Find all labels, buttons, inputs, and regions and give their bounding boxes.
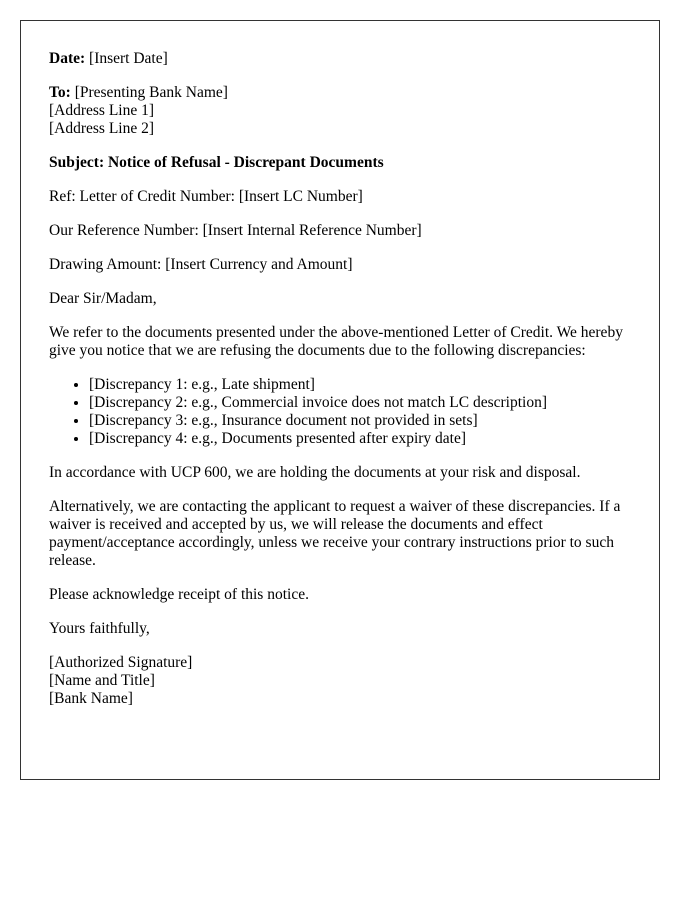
- recipient-address-line-2: [Address Line 2]: [49, 120, 155, 137]
- signature-block: [49, 654, 631, 708]
- signatory-bank-name: [Bank Name]: [49, 690, 133, 707]
- date-line: [49, 50, 631, 68]
- waiver-paragraph: Alternatively, we are contacting the applicant to request a waiver of these discrepancies. If a waiver is received and accepted by us, we will release the documents and effect payment/acceptance accordingly, unless we receive your contrary instructions prior to such release.: [49, 498, 621, 569]
- discrepancy-item: • [Discrepancy 3: e.g., Insurance document not provided in sets]: [89, 412, 631, 430]
- recipient-name-line: [49, 84, 631, 102]
- our-reference: Our Reference Number: [Insert Internal Reference Number]: [49, 222, 422, 239]
- salutation: Dear Sir/Madam,: [49, 290, 157, 307]
- drawing-amount: Drawing Amount: [Insert Currency and Amount]: [49, 256, 353, 273]
- discrepancy-item: • [Discrepancy 2: e.g., Commercial invoice does not match LC description]: [89, 394, 631, 412]
- discrepancy-item: • [Discrepancy 4: e.g., Documents presented after expiry date]: [89, 430, 631, 448]
- discrepancy-item: • [Discrepancy 1: e.g., Late shipment]: [89, 376, 631, 394]
- recipient-block: [49, 84, 631, 138]
- intro-paragraph: We refer to the documents presented under the above-mentioned Letter of Credit. We hereby give you notice that we are refusing the documents due to the following discrepancies:: [49, 324, 623, 359]
- recipient-address-line-1: [Address Line 1]: [49, 102, 155, 119]
- recipient-name: [Presenting Bank Name]: [70, 84, 228, 101]
- lc-reference: Ref: Letter of Credit Number: [Insert LC Number]: [49, 188, 363, 205]
- discrepancy-list: [49, 376, 631, 448]
- ucp-statement: In accordance with UCP 600, we are holding the documents at your risk and disposal.: [49, 464, 581, 481]
- signature-line: [Authorized Signature]: [49, 654, 193, 671]
- acknowledge-paragraph: Please acknowledge receipt of this notice.: [49, 586, 309, 603]
- letter-document: [20, 20, 660, 780]
- signatory-name-title: [Name and Title]: [49, 672, 155, 689]
- closing-line: Yours faithfully,: [49, 620, 150, 637]
- date-value: [Insert Date]: [85, 50, 168, 67]
- recipient-label: To:: [49, 84, 71, 101]
- date-label: Date:: [49, 50, 86, 67]
- subject-line: Subject: Notice of Refusal - Discrepant Documents: [49, 154, 384, 171]
